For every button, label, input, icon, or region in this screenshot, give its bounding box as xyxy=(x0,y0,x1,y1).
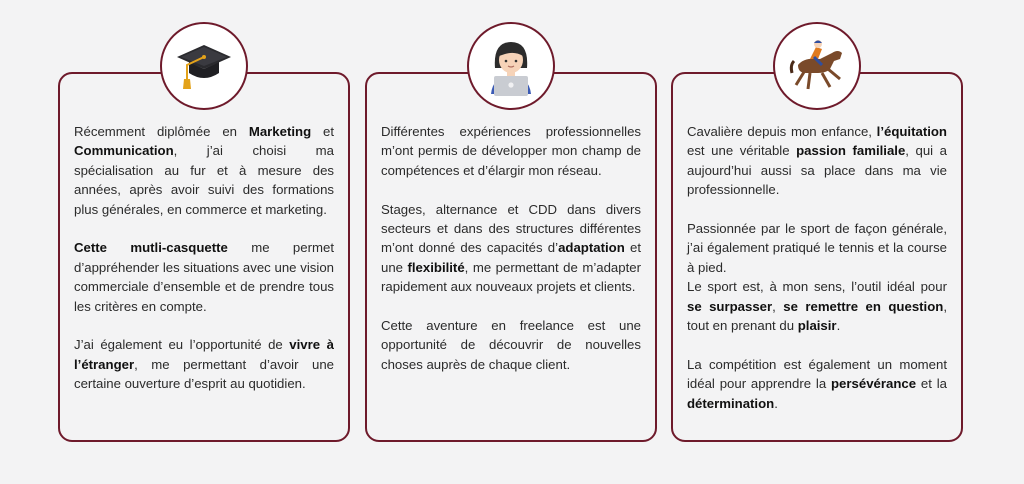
highlight-text: persévérance xyxy=(831,376,917,392)
paragraph-text: , qui a aujourd’hui aussi sa place dans ma vie professionnelle. xyxy=(687,143,947,198)
card-paragraph xyxy=(74,335,334,393)
paragraph-text: La compétition est également un moment idéal pour apprendre la xyxy=(687,356,947,392)
paragraph-text: me permet d’appréhender les situations avec une vision commerciale d’ensemble et de prendre tous les critères en compte. xyxy=(74,240,334,314)
paragraph-text: Stages, alternance et CDD dans divers secteurs et dans des structures différentes m’ont donné des capacités d’ xyxy=(381,201,641,256)
paragraph-text: Cavalière depuis mon enfance, xyxy=(687,124,877,139)
highlight-text: plaisir xyxy=(797,318,837,334)
paragraph-text: , me permettant d’avoir une certaine ouverture d’esprit au quotidien. xyxy=(74,356,334,392)
highlight-text: passion familiale xyxy=(796,143,906,159)
paragraph-text: J’ai également eu l’opportunité de xyxy=(74,337,290,353)
paragraph-text: et la xyxy=(916,376,947,392)
paragraph-text: Cette aventure en freelance est une opportunité de découvrir de nouvelles choses auprès de chaque client. xyxy=(381,318,641,372)
highlight-text: Marketing xyxy=(248,124,312,139)
highlight-text: l’équitation xyxy=(876,124,947,139)
paragraph-text: . xyxy=(774,395,778,411)
highlight-text: se surpasser xyxy=(687,298,773,314)
paragraph-text: Le sport est, à mon sens, l’outil idéal pour xyxy=(687,279,947,295)
paragraph-text: , xyxy=(772,298,784,314)
horse-racing-icon xyxy=(784,35,850,97)
highlight-text: adaptation xyxy=(558,240,625,256)
card-experience-text xyxy=(381,122,641,394)
graduation-cap-icon-circle xyxy=(160,22,248,110)
card-paragraph xyxy=(687,219,947,277)
card-paragraph xyxy=(381,316,641,374)
card-paragraph xyxy=(687,122,947,200)
paragraph-text: et une xyxy=(381,240,641,275)
paragraph-text: et xyxy=(311,124,334,139)
paragraph-text: . xyxy=(836,318,841,334)
paragraph-text: Différentes expériences professionnelles m’ont permis de développer mon champ de compétences et d’élargir mon réseau. xyxy=(381,124,641,178)
card-education-text xyxy=(74,122,334,413)
card-experience xyxy=(365,72,657,442)
paragraph-text: , tout en prenant du xyxy=(687,298,947,334)
highlight-text: Communication xyxy=(74,143,174,159)
paragraph-text: Passionnée par le sport de façon générale, j’ai également pratiqué le tennis et la course à pied. xyxy=(687,221,947,275)
card-paragraph xyxy=(687,355,947,413)
horse-racing-icon-circle xyxy=(773,22,861,110)
card-education xyxy=(58,72,350,442)
paragraph-text: Récemment diplômée en xyxy=(74,124,249,139)
highlight-text: détermination xyxy=(687,395,775,411)
card-paragraph xyxy=(381,122,641,180)
card-passions-text xyxy=(687,122,947,432)
paragraph-text: , me permettant de m’adapter rapidement aux nouveaux projets et clients. xyxy=(381,259,641,295)
woman-technologist-icon-circle xyxy=(467,22,555,110)
highlight-text: Cette mutli-casquette xyxy=(74,240,228,256)
card-passions xyxy=(671,72,963,442)
paragraph-text: , j’ai choisi ma spécialisation au fur et à mesure des années, après avoir suivi des formations plus générales, en commerce et marketing. xyxy=(74,143,334,217)
woman-technologist-laptop-icon xyxy=(479,34,543,98)
highlight-text: flexibilité xyxy=(407,259,465,275)
highlight-text: vivre à l’étranger xyxy=(74,337,334,372)
card-paragraph xyxy=(74,238,334,316)
paragraph-text: est une véritable xyxy=(687,143,797,159)
card-paragraph xyxy=(74,122,334,219)
highlight-text: se remettre en question xyxy=(783,298,944,314)
card-paragraph xyxy=(381,200,641,297)
graduation-cap-icon xyxy=(173,35,235,97)
card-paragraph xyxy=(687,277,947,335)
